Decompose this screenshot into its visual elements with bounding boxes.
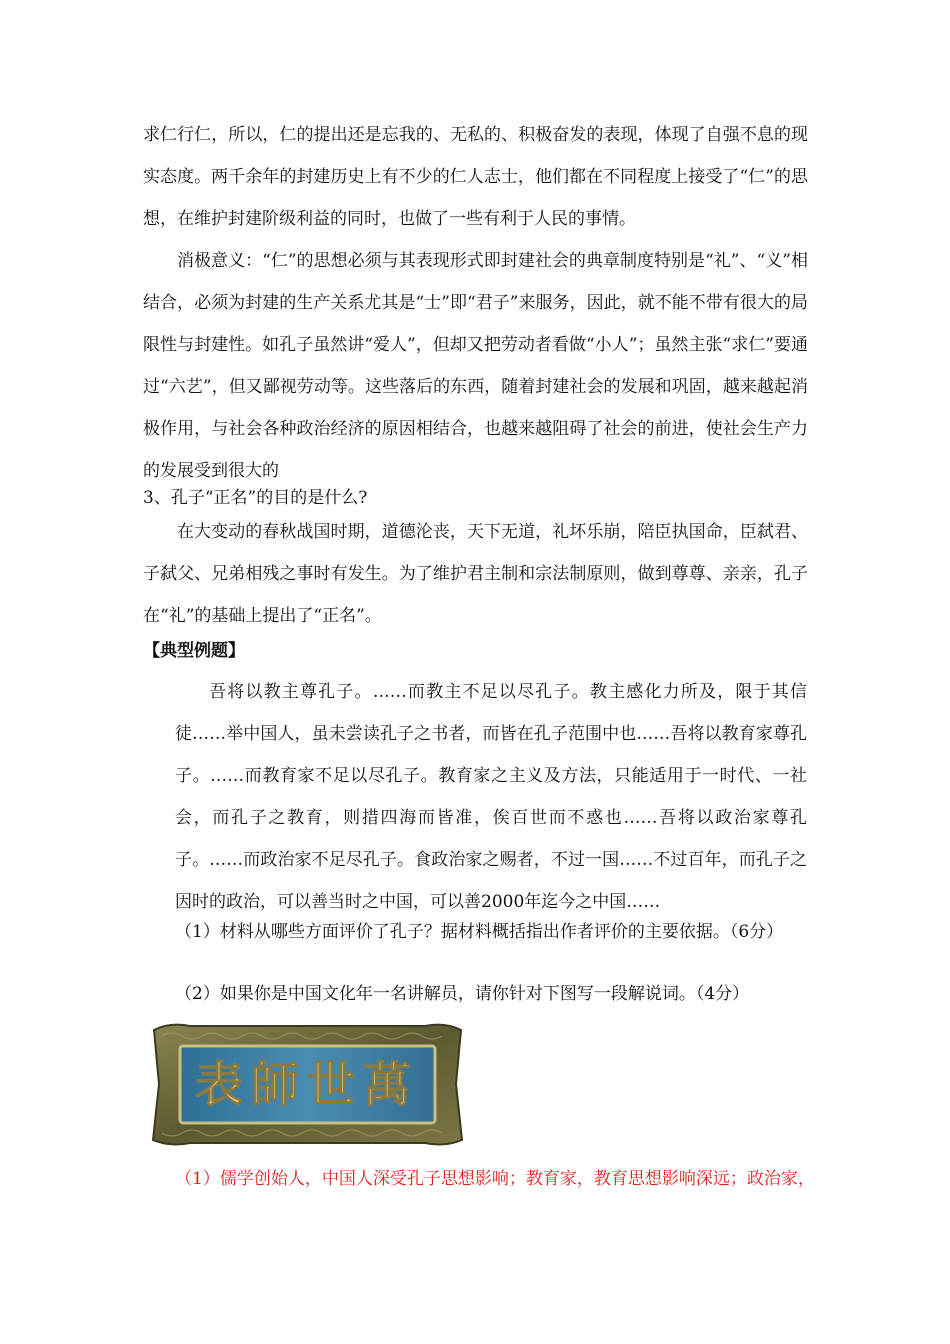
answer-1: （1）儒学创始人，中国人深受孔子思想影响；教育家，教育思想影响深远；政治家， [175,1169,815,1189]
paragraph-ren-negative: 消极意义：“仁”的思想必须与其表现形式即封建社会的典章制度特别是“礼”、“义”相结合，必须为封建的生产关系尤其是“士”即“君子”来服务，因此，就不能不带有很大的局限性与封建性。如孔子虽然讲“爱人”，但却又把劳动者看做“小人”；虽然主张“求仁”要通过“六艺”，但又鄙视劳动等。这些落后的东西，随着封建社会的发展和巩固，越来越起消极作用，与社会各种政治经济的原因相结合，也越来越阻碍了社会的前进，使社会生产力的发展受到很大的 [143,251,808,481]
sub-question-1: （1）材料从哪些方面评价了孔子？据材料概括指出作者评价的主要依据。（6分） [175,922,784,942]
wanshi-shibiao-plaque-image [150,1022,465,1147]
question-3-heading: 3、孔子“正名”的目的是什么? [143,488,368,508]
sub-question-2: （2）如果你是中国文化年一名讲解员，请你针对下图写一段解说词。（4分） [175,984,750,1004]
plaque-inscription: 表師世萬 [194,1057,420,1113]
paragraph-zhengming: 在大变动的春秋战国时期，道德沦丧，天下无道，礼坏乐崩，陪臣执国命，臣弑君、子弑父、兄弟相残之事时有发生。为了维护君主制和宗法制原则，做到尊尊、亲亲，孔子在“礼”的基础上提出了“正名”。 [143,522,808,626]
paragraph-ren-positive: 求仁行仁，所以，仁的提出还是忘我的、无私的、积极奋发的表现，体现了自强不息的现实态度。两千余年的封建历史上有不少的仁人志士，他们都在不同程度上接受了“仁”的思想，在维护封建阶级利益的同时，也做了一些有利于人民的事情。 [143,125,808,229]
quote-material: 吾将以教主尊孔子。……而教主不足以尽孔子。教主感化力所及，限于其信徒……举中国人，虽未尝读孔子之书者，而皆在孔子范围中也……吾将以教育家尊孔子。……而教育家不足以尽孔子。教育家之主义及方法，只能适用于一时代、一社会，而孔子之教育，则措四海而皆准，俟百世而不惑也……吾将以政治家尊孔子。……而政治家不足尽孔子。食政治家之赐者，不过一国……不过百年，而孔子之因时的政治，可以善当时之中国，可以善2000年迄今之中国…… [175,682,807,912]
section-heading-typical-examples: 【典型例题】 [143,641,245,661]
